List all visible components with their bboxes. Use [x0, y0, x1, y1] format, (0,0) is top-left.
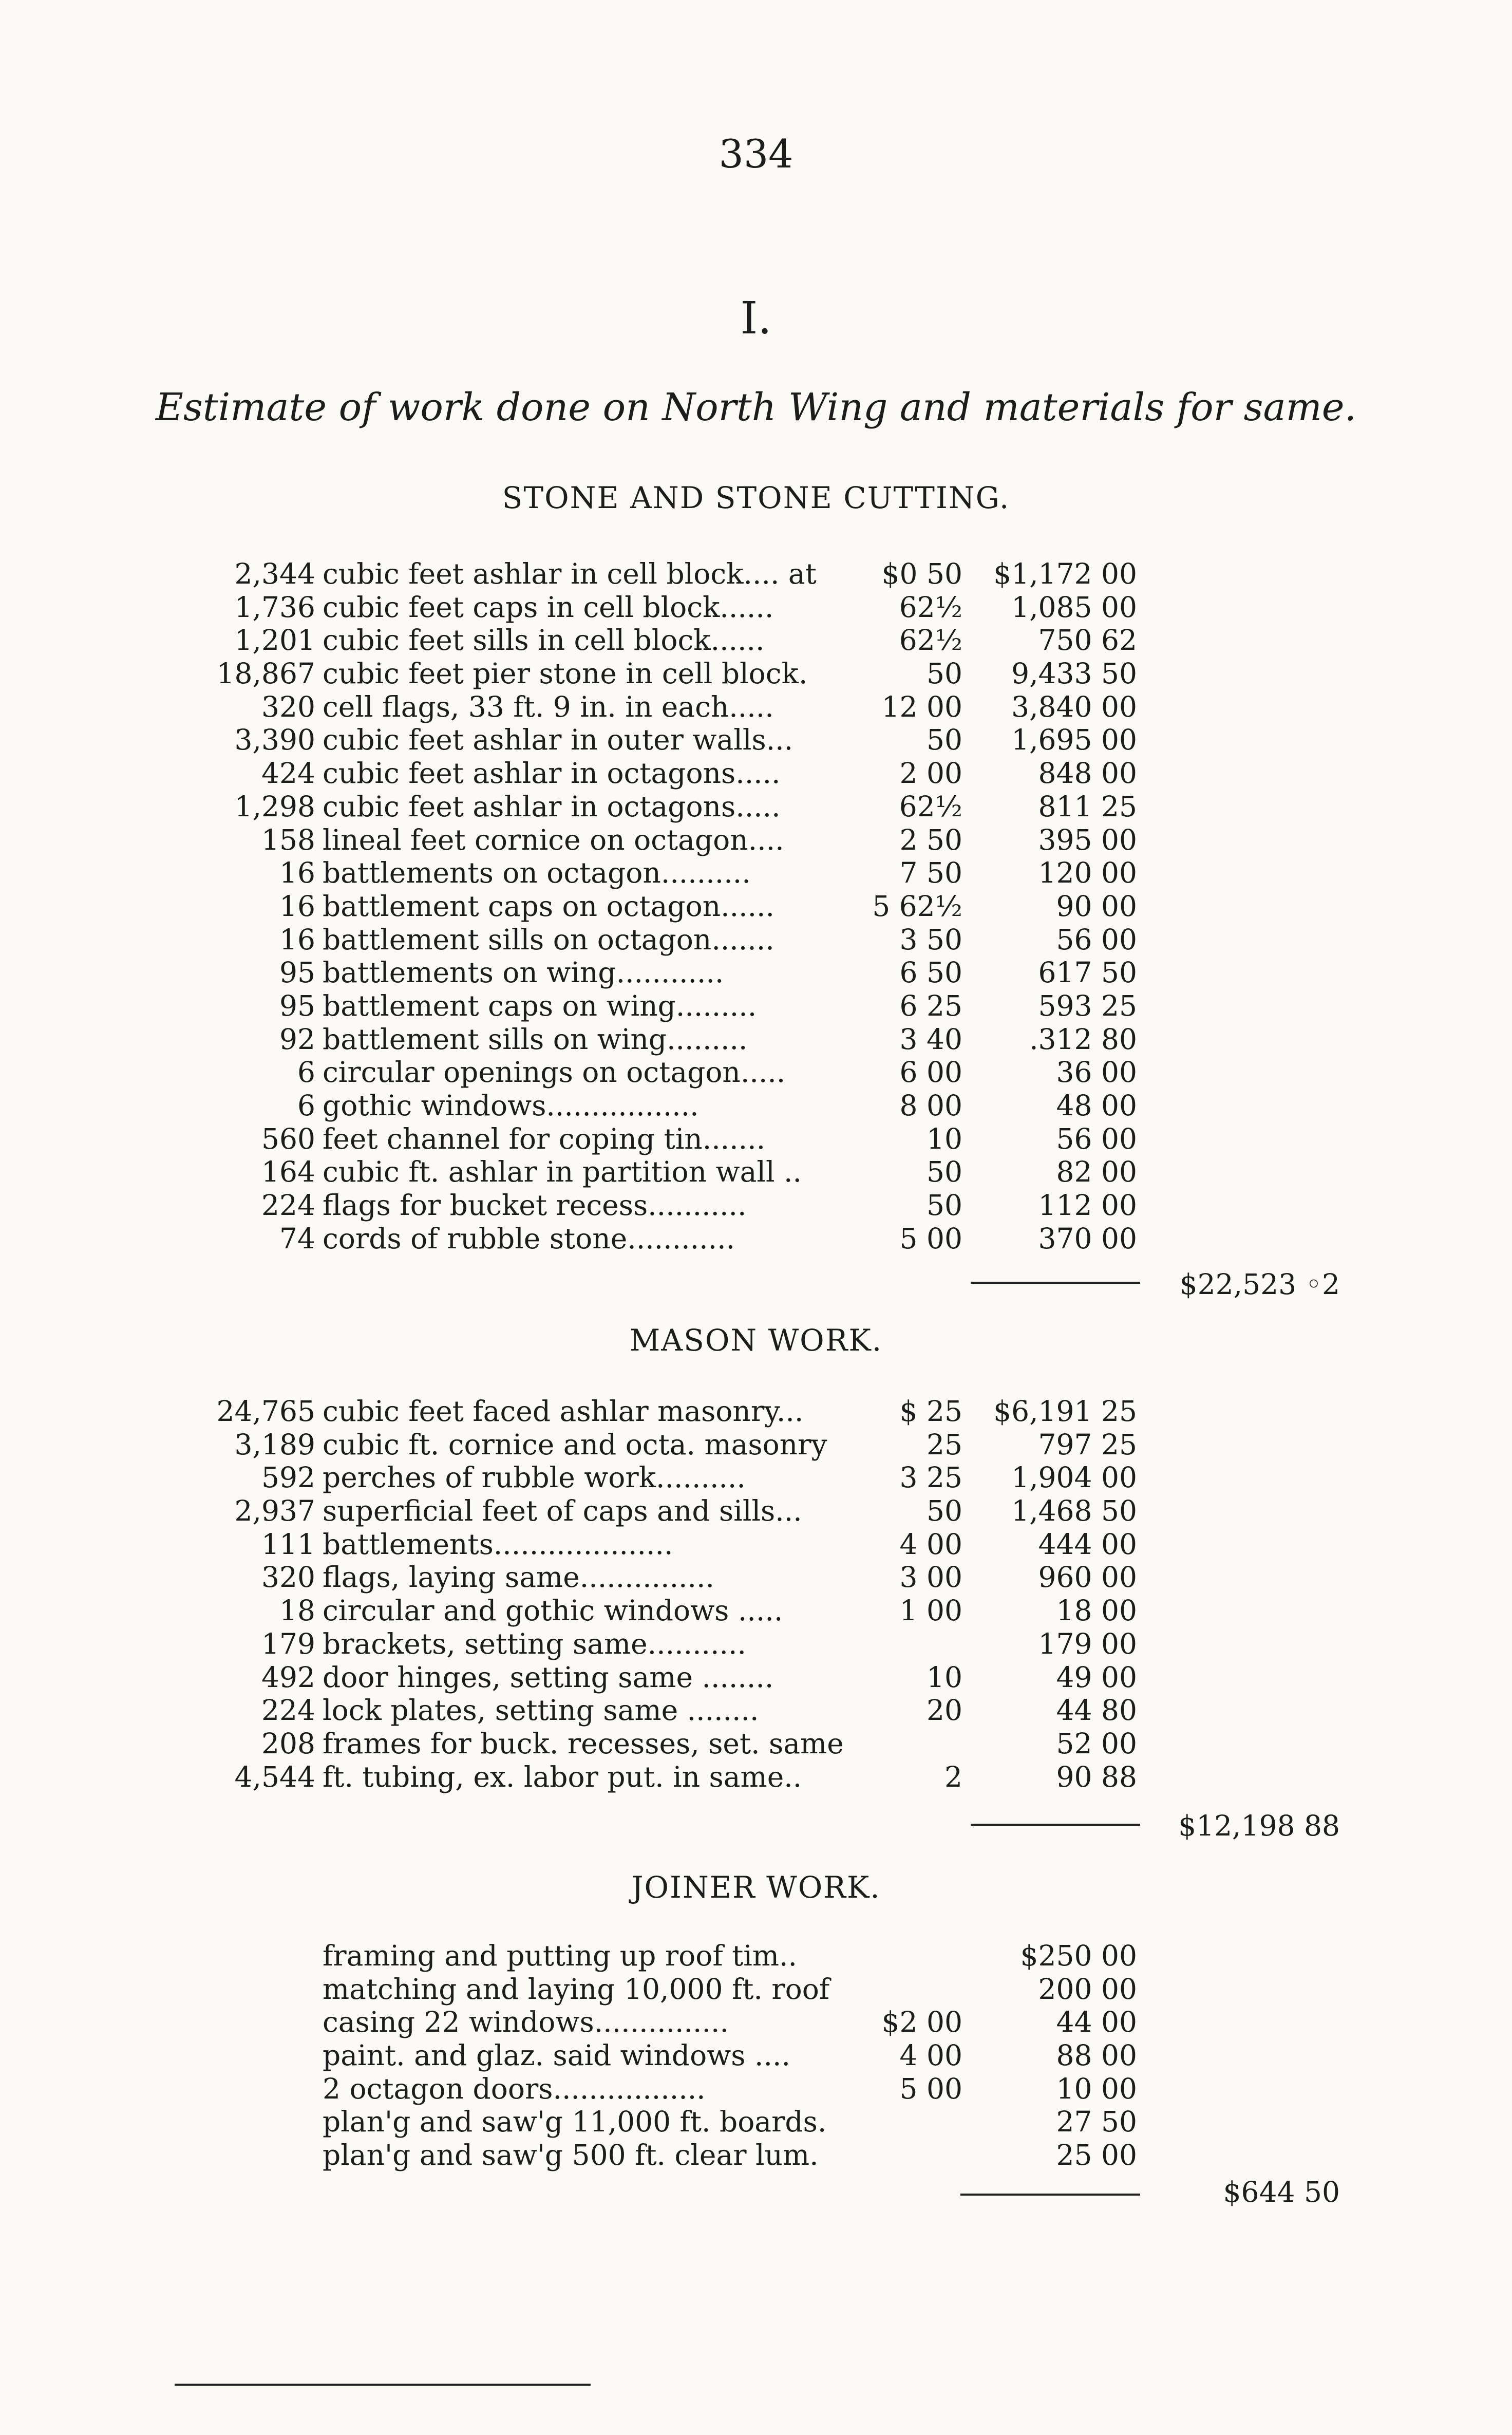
table-row — [0, 723, 1512, 757]
amount: 88 00 — [1056, 2039, 1137, 2072]
amount: 797 25 — [1038, 1428, 1137, 1461]
rate: 50 — [927, 657, 962, 690]
table-row — [0, 1395, 1512, 1428]
amount: 120 00 — [1038, 856, 1137, 890]
rate: 10 — [927, 1660, 962, 1694]
description: cubic feet ashlar in outer walls... — [323, 723, 793, 757]
rate: 1 00 — [899, 1594, 962, 1627]
description: casing 22 windows............... — [323, 2006, 729, 2039]
table-row — [0, 1222, 1512, 1256]
rate: 62½ — [899, 790, 962, 823]
rate: 12 00 — [881, 690, 962, 723]
rate: 62½ — [899, 624, 962, 657]
description: cubic feet ashlar in octagons..... — [323, 757, 781, 790]
qty: 560 — [261, 1122, 315, 1155]
amount: 82 00 — [1056, 1155, 1137, 1189]
rate: 6 00 — [899, 1056, 962, 1089]
description: cubic feet pier stone in cell block. — [323, 657, 808, 690]
rate: 6 50 — [899, 956, 962, 989]
description: superficial feet of caps and sills... — [323, 1494, 802, 1528]
rate: 50 — [927, 723, 962, 757]
description: cell flags, 33 ft. 9 in. in each..... — [323, 690, 774, 723]
qty: 18,867 — [216, 657, 315, 690]
description: plan'g and saw'g 500 ft. clear lum. — [323, 2139, 819, 2172]
description: battlement sills on octagon....... — [323, 923, 774, 956]
amount: 395 00 — [1038, 823, 1137, 856]
qty: 6 — [297, 1089, 315, 1122]
qty: 2,344 — [234, 557, 315, 590]
amount: 56 00 — [1056, 1122, 1137, 1155]
table-row — [0, 856, 1512, 890]
amount: 10 00 — [1056, 2072, 1137, 2105]
amount: $250 00 — [1020, 1939, 1137, 1972]
amount: 370 00 — [1038, 1222, 1137, 1255]
section-mark: I. — [740, 293, 772, 344]
description: battlements.................... — [323, 1527, 673, 1561]
page-heading: Estimate of work done on North Wing and materials for same. — [155, 385, 1357, 429]
qty: 179 — [261, 1627, 315, 1660]
rate: 50 — [927, 1155, 962, 1189]
section-total — [0, 2176, 1512, 2209]
qty: 2,937 — [234, 1494, 315, 1528]
qty: 224 — [261, 1694, 315, 1727]
table-row — [0, 2039, 1512, 2072]
amount: 36 00 — [1056, 1056, 1137, 1089]
total-amount: $22,523 ◦2 — [1179, 1268, 1340, 1301]
amount: 49 00 — [1056, 1660, 1137, 1694]
amount: 90 88 — [1056, 1760, 1137, 1793]
table-row — [0, 1939, 1512, 1973]
description: battlements on octagon.......... — [323, 856, 751, 890]
rate: 8 00 — [899, 1089, 962, 1122]
rate: 5 00 — [899, 1222, 962, 1255]
rate: 50 — [927, 1494, 962, 1528]
table-row — [0, 624, 1512, 657]
table-row — [0, 1461, 1512, 1494]
rate: 62½ — [899, 590, 962, 624]
qty: 18 — [279, 1594, 315, 1627]
qty: 3,189 — [234, 1428, 315, 1461]
description: perches of rubble work.......... — [323, 1461, 746, 1494]
table-row — [0, 1973, 1512, 2006]
description: lock plates, setting same ........ — [323, 1694, 759, 1727]
amount: 56 00 — [1056, 923, 1137, 956]
description: cubic feet ashlar in cell block.... at — [323, 557, 817, 590]
description: cubic feet caps in cell block...... — [323, 590, 774, 624]
table-row — [0, 1428, 1512, 1462]
description: plan'g and saw'g 11,000 ft. boards. — [323, 2105, 827, 2139]
table-row — [0, 2006, 1512, 2039]
table-row — [0, 1494, 1512, 1528]
amount: 90 00 — [1056, 889, 1137, 923]
description: cords of rubble stone............ — [323, 1222, 735, 1255]
amount: 200 00 — [1038, 1972, 1137, 2006]
table-row — [0, 657, 1512, 690]
description: battlements on wing............ — [323, 956, 724, 989]
description: cubic feet sills in cell block...... — [323, 624, 765, 657]
qty: 16 — [279, 889, 315, 923]
table-row — [0, 1189, 1512, 1222]
description: paint. and glaz. said windows .... — [323, 2039, 790, 2072]
amount: .312 80 — [1029, 1022, 1137, 1056]
qty: 320 — [261, 1561, 315, 1594]
amount: 112 00 — [1038, 1189, 1137, 1222]
amount: 18 00 — [1056, 1594, 1137, 1627]
rate: $2 00 — [881, 2006, 962, 2039]
description: cubic feet ashlar in octagons..... — [323, 790, 781, 823]
qty: 6 — [297, 1056, 315, 1089]
table-row — [0, 690, 1512, 724]
qty: 3,390 — [234, 723, 315, 757]
qty: 158 — [261, 823, 315, 856]
table-row — [0, 2105, 1512, 2139]
table-row — [0, 956, 1512, 989]
description: flags for bucket recess........... — [323, 1189, 747, 1222]
table-row — [0, 757, 1512, 790]
description: battlement caps on octagon...... — [323, 889, 775, 923]
amount: 811 25 — [1038, 790, 1137, 823]
rate: $0 50 — [881, 557, 962, 590]
amount: 1,468 50 — [1011, 1494, 1137, 1528]
qty: 224 — [261, 1189, 315, 1222]
table-row — [0, 1056, 1512, 1089]
amount: 1,695 00 — [1011, 723, 1137, 757]
rate: 50 — [927, 1189, 962, 1222]
qty: 1,201 — [234, 624, 315, 657]
amount: 52 00 — [1056, 1727, 1137, 1760]
description: frames for buck. recesses, set. same — [323, 1727, 844, 1760]
amount: 179 00 — [1038, 1627, 1137, 1660]
rate: 7 50 — [899, 856, 962, 890]
description: cubic ft. ashlar in partition wall .. — [323, 1155, 802, 1189]
amount: $1,172 00 — [993, 557, 1137, 590]
section-total — [0, 1809, 1512, 1843]
rate: 3 00 — [899, 1561, 962, 1594]
rate: 2 50 — [899, 823, 962, 856]
description: flags, laying same............... — [323, 1561, 714, 1594]
amount: 750 62 — [1038, 624, 1137, 657]
description: ft. tubing, ex. labor put. in same.. — [323, 1760, 802, 1793]
qty: 16 — [279, 856, 315, 890]
amount: 960 00 — [1038, 1561, 1137, 1594]
qty: 111 — [261, 1527, 315, 1561]
table-row — [0, 1528, 1512, 1561]
description: brackets, setting same........... — [323, 1627, 746, 1660]
description: 2 octagon doors................. — [323, 2072, 706, 2105]
amount: 3,840 00 — [1011, 690, 1137, 723]
qty: 320 — [261, 690, 315, 723]
table-row — [0, 1661, 1512, 1694]
table-row — [0, 890, 1512, 923]
rate: 10 — [927, 1122, 962, 1155]
qty: 1,736 — [234, 590, 315, 624]
description: circular and gothic windows ..... — [323, 1594, 783, 1627]
table-row — [0, 557, 1512, 591]
description: cubic feet faced ashlar masonry... — [323, 1395, 804, 1428]
description: matching and laying 10,000 ft. roof — [323, 1972, 830, 2006]
amount: 27 50 — [1056, 2105, 1137, 2139]
rate: 5 00 — [899, 2072, 962, 2105]
amount: 44 00 — [1056, 2006, 1137, 2039]
rate: 3 50 — [899, 923, 962, 956]
qty: 95 — [279, 989, 315, 1022]
page-number: 334 — [719, 131, 793, 177]
description: gothic windows................. — [323, 1089, 699, 1122]
table-row — [0, 1727, 1512, 1760]
table-row — [0, 2072, 1512, 2106]
qty: 24,765 — [216, 1395, 315, 1428]
table-row — [0, 823, 1512, 857]
rate: 6 25 — [899, 989, 962, 1022]
table-row — [0, 923, 1512, 957]
table-row — [0, 989, 1512, 1023]
rate: 25 — [927, 1428, 962, 1461]
rate: 4 00 — [899, 2039, 962, 2072]
description: cubic ft. cornice and octa. masonry — [323, 1428, 827, 1461]
qty: 1,298 — [234, 790, 315, 823]
qty: 4,544 — [234, 1760, 315, 1793]
table-row — [0, 1561, 1512, 1594]
amount: 444 00 — [1038, 1527, 1137, 1561]
table-row — [0, 1023, 1512, 1056]
rate: 20 — [927, 1694, 962, 1727]
qty: 74 — [279, 1222, 315, 1255]
section-title-joiner: JOINER WORK. — [631, 1870, 881, 1905]
section-stone-rows — [0, 557, 1512, 1255]
table-row — [0, 1694, 1512, 1727]
rate: 5 62½ — [872, 889, 962, 923]
section-total — [0, 1268, 1512, 1301]
amount: 25 00 — [1056, 2139, 1137, 2172]
amount: 617 50 — [1038, 956, 1137, 989]
section-title-stone: STONE AND STONE CUTTING. — [502, 480, 1010, 515]
qty: 92 — [279, 1022, 315, 1056]
amount: 848 00 — [1038, 757, 1137, 790]
table-row — [0, 1089, 1512, 1122]
rate: 4 00 — [899, 1527, 962, 1561]
qty: 592 — [261, 1461, 315, 1494]
total-amount: $12,198 88 — [1178, 1809, 1340, 1842]
table-row — [0, 1122, 1512, 1156]
section-mason-rows — [0, 1395, 1512, 1793]
qty: 208 — [261, 1727, 315, 1760]
rate: 2 — [944, 1760, 962, 1793]
table-row — [0, 1627, 1512, 1661]
qty: 492 — [261, 1660, 315, 1694]
description: feet channel for coping tin....... — [323, 1122, 766, 1155]
description: battlement sills on wing......... — [323, 1022, 748, 1056]
qty: 424 — [261, 757, 315, 790]
qty: 16 — [279, 923, 315, 956]
table-row — [0, 2139, 1512, 2172]
amount: 1,904 00 — [1011, 1461, 1137, 1494]
qty: 95 — [279, 956, 315, 989]
table-row — [0, 1760, 1512, 1794]
amount: 44 80 — [1056, 1694, 1137, 1727]
amount: $6,191 25 — [993, 1395, 1137, 1428]
total-amount: $644 50 — [1223, 2176, 1340, 2208]
section-title-mason: MASON WORK. — [629, 1323, 883, 1358]
rate: 3 25 — [899, 1461, 962, 1494]
qty: 164 — [261, 1155, 315, 1189]
description: door hinges, setting same ........ — [323, 1660, 774, 1694]
table-row — [0, 790, 1512, 823]
table-row — [0, 591, 1512, 624]
rate: 2 00 — [899, 757, 962, 790]
amount: 593 25 — [1038, 989, 1137, 1022]
section-joiner-rows — [0, 1939, 1512, 2172]
amount: 1,085 00 — [1011, 590, 1137, 624]
amount: 9,433 50 — [1011, 657, 1137, 690]
amount: 48 00 — [1056, 1089, 1137, 1122]
table-row — [0, 1155, 1512, 1189]
rate: 3 40 — [899, 1022, 962, 1056]
description: battlement caps on wing......... — [323, 989, 757, 1022]
rate: $ 25 — [899, 1395, 962, 1428]
footer-rule — [175, 2384, 591, 2386]
description: circular openings on octagon..... — [323, 1056, 786, 1089]
table-row — [0, 1594, 1512, 1627]
description: lineal feet cornice on octagon.... — [323, 823, 784, 856]
description: framing and putting up roof tim.. — [323, 1939, 798, 1972]
